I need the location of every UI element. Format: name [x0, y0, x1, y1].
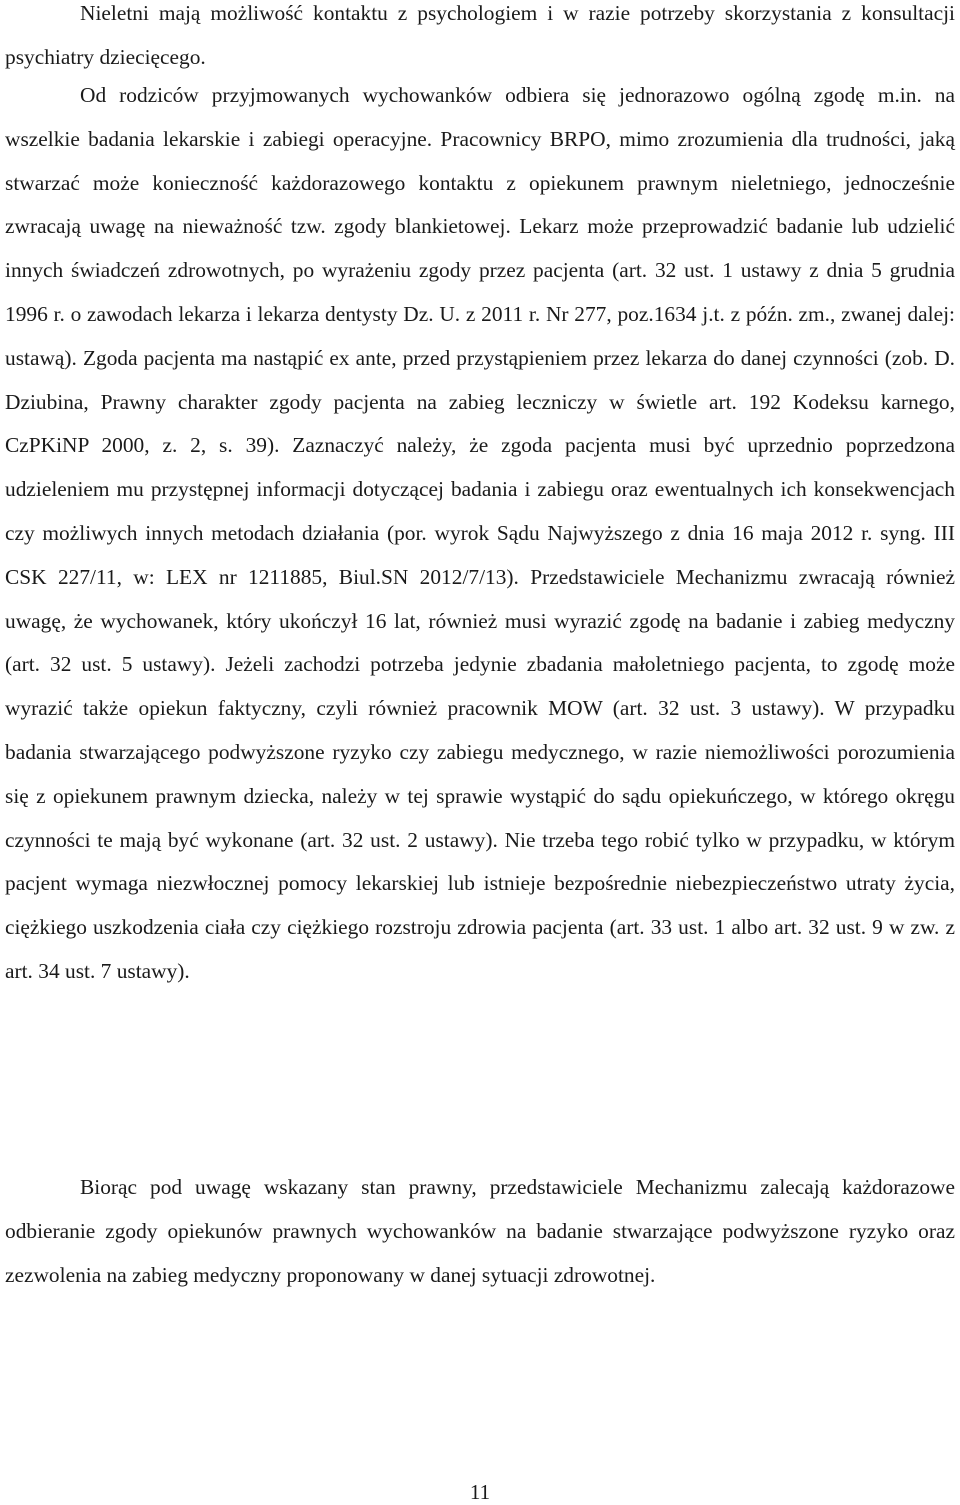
paragraph-2-text-part-2: , CzPKiNP 2000, z. 2, s. 39). Zaznaczyć należy, że zgoda pacjenta musi być uprzednio poprzedzona udzieleniem mu przystępnej informacji dotyczącej badania i zabiegu oraz ewentualnych ich konsekwencjach czy możliwych innych metodach działania (por. wyrok Sądu Najwyższego z dnia 16 maja 2012 r. syng. III CSK 227/11, w: LEX nr 1211885, Biul.SN 2012/7/13). Przedstawiciele Mechanizmu zwracają również uwagę, że wychowanek, który ukończył 16 lat, również musi wyrazić zgodę na badanie i zabieg medyczny (art. 32 ust. 5 ustawy). Jeżeli zachodzi potrzeba jedynie zbadania małoletniego pacjenta, to zgodę może wyrazić także opiekun faktyczny, czyli również pracownik MOW (art. 32 ust. 3 ustawy). W przypadku badania stwarzającego podwyższone ryzyko czy zabiegu medycznego, w razie niemożliwości porozumienia się z opiekunem prawnym dziecka, należy w tej sprawie wystąpić do sądu opiekuńczego, w którego okręgu czynności te mają być wykonane (art. 32 ust. 2 ustawy). Nie trzeba tego robić tylko w przypadku, w którym pacjent wymaga niezwłocznej pomocy lekarskiej lub istnieje bezpośrednie niebezpieczeństwo utraty życia, ciężkiego uszkodzenia ciała czy ciężkiego rozstroju zdrowia pacjenta (art. 33 ust. 1 albo art. 32 ust. 9 w zw. z art. 34 ust. 7 ustawy). [5, 389, 955, 983]
paragraph-3-text: Biorąc pod uwagę wskazany stan prawny, przedstawiciele Mechanizmu zalecają każdorazowe odbieranie zgody opiekunów prawnych wychowanków na badanie stwarzające podwyższone ryzyko oraz zezwolenia na zabieg medyczny proponowany w danej sytuacji zdrowotnej. [5, 1175, 955, 1287]
paragraph-1 [5, 0, 955, 80]
cited-work-title: Prawny charakter zgody pacjenta na zabieg leczniczy w świetle art. 192 Kodeksu karnego [100, 389, 950, 414]
paragraph-2-text-part-1: Od rodziców przyjmowanych wychowanków odbiera się jednorazowo ogólną zgodę m.in. na wszelkie badania lekarskie i zabiegi operacyjne. Pracownicy BRPO, mimo zrozumienia dla trudności, jaką stwarzać może konieczność każdorazowego kontaktu z opiekunem prawnym nieletniego, jednocześnie zwracają uwagę na nieważność tzw. zgody blankietowej. Lekarz może przeprowadzić badanie lub udzielić innych świadczeń zdrowotnych, po wyrażeniu zgody przez pacjenta (art. 32 ust. 1 ustawy z dnia 5 grudnia 1996 r. o zawodach lekarza i lekarza dentysty Dz. U. z 2011 r. Nr 277, poz.1634 j.t. z późn. zm., zwanej dalej: ustawą). Zgoda pacjenta ma nastąpić ex ante, przed przystąpieniem przez lekarza do danej czynności (zob. D. Dziubina, [5, 83, 955, 414]
paragraph-1-text: Nieletni mają możliwość kontaktu z psychologiem i w razie potrzeby skorzystania z konsultacji psychiatry dziecięcego. [5, 1, 955, 69]
page-number: 11 [469, 1480, 491, 1504]
paragraph-3 [5, 1166, 955, 1297]
paragraph-2 [5, 74, 955, 994]
